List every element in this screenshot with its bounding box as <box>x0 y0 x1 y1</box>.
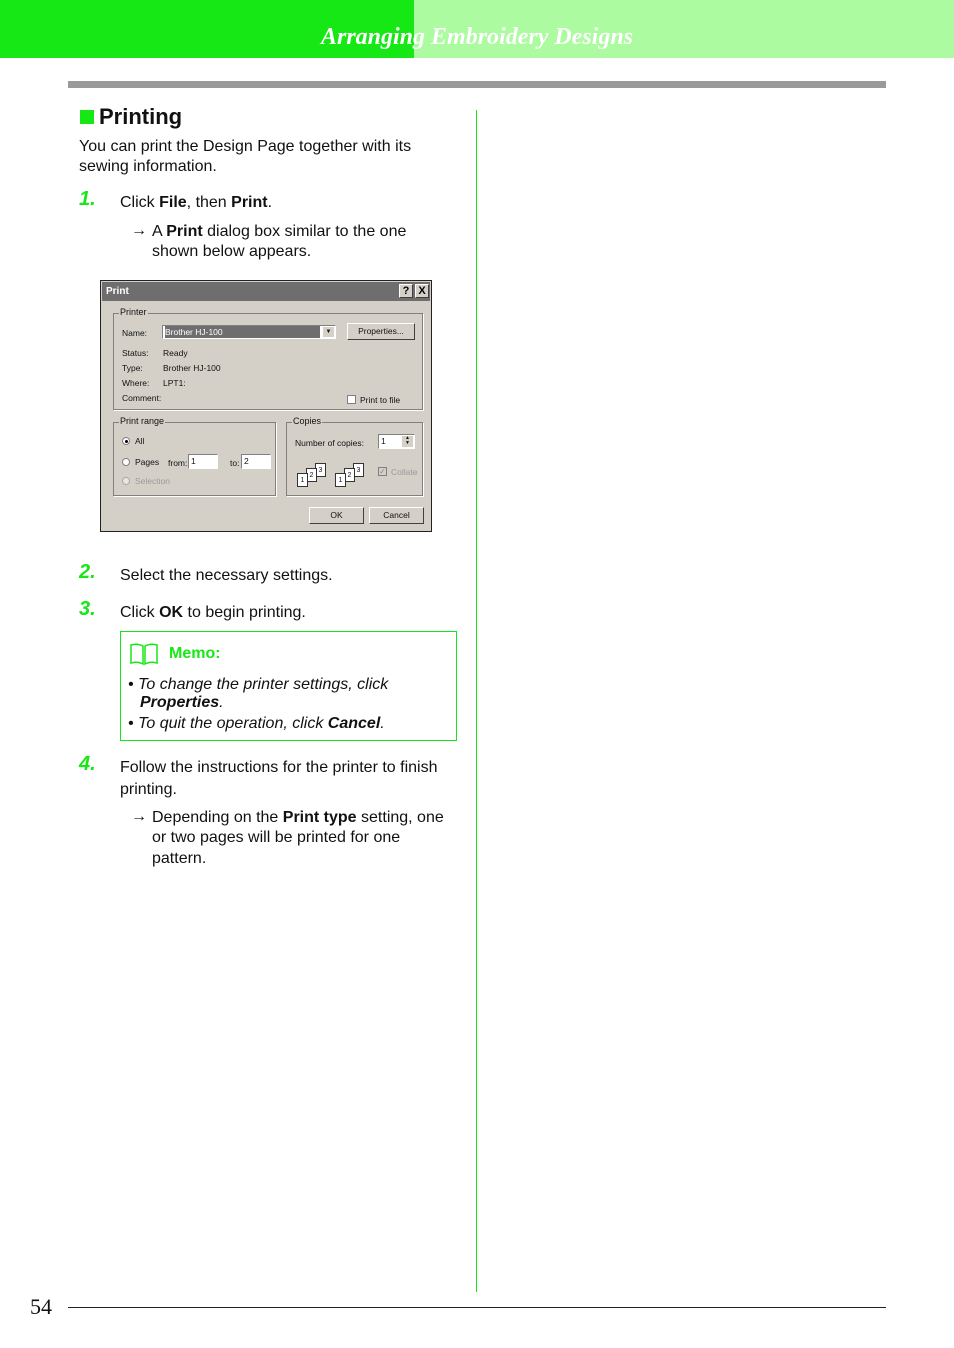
memo-item-1-line-1: • To change the printer settings, click <box>128 676 389 693</box>
step-2-text: Select the necessary settings. <box>120 567 333 584</box>
type-label: Type: <box>122 363 143 373</box>
step-3-text: Click OK to begin printing. <box>120 604 306 621</box>
where-value: LPT1: <box>163 378 186 388</box>
printer-name-dropdown[interactable] <box>162 325 336 339</box>
collate-checkbox[interactable]: ✓ <box>379 467 386 476</box>
chevron-down-icon: ▼ <box>323 327 334 337</box>
copies-input[interactable] <box>378 434 415 449</box>
page-1-icon: 1 <box>297 473 308 487</box>
comment-label: Comment: <box>122 393 162 403</box>
page-3-icon: 3 <box>315 463 326 477</box>
copies-group-label: Copies <box>293 416 322 426</box>
collate-label: Collate <box>391 467 418 477</box>
to-label: to: <box>230 458 240 468</box>
page-header <box>0 0 954 58</box>
dialog-titlebar <box>102 282 430 301</box>
where-label: Where: <box>122 378 150 388</box>
page-3-icon: 3 <box>353 463 364 477</box>
memo-item-1-line-2: Properties. <box>140 694 224 711</box>
result-4-line-1: Depending on the Print type setting, one <box>152 809 444 826</box>
header-title: Arranging Embroidery Designs <box>320 24 634 50</box>
result-1-line-2: shown below appears. <box>152 243 312 260</box>
bottom-rule <box>68 1307 886 1308</box>
print-range-label: Print range <box>120 416 165 426</box>
step-4-line-2: printing. <box>120 781 177 798</box>
status-value: Ready <box>163 348 188 358</box>
memo-box <box>120 631 457 741</box>
cancel-button[interactable]: Cancel <box>369 507 424 524</box>
result-arrow-icon: → <box>131 222 147 239</box>
all-radio[interactable] <box>122 437 130 445</box>
selection-label: Selection <box>135 476 170 486</box>
result-1-line-1: A Print dialog box similar to the one <box>152 223 407 240</box>
ok-button[interactable]: OK <box>309 507 364 524</box>
selection-radio[interactable] <box>122 477 130 485</box>
step-number-1: 1. <box>79 188 96 210</box>
status-label: Status: <box>122 348 149 358</box>
result-4-line-2: or two pages will be printed for one <box>152 829 401 846</box>
memo-item-2: • To quit the operation, click Cancel. <box>128 715 385 732</box>
copies-value: 1 <box>381 436 386 446</box>
pages-radio[interactable] <box>122 458 130 466</box>
print-to-file-label: Print to file <box>360 395 401 405</box>
step-number-3: 3. <box>79 598 96 620</box>
column-divider <box>476 110 477 1292</box>
step-number-2: 2. <box>79 561 96 583</box>
page-2-icon: 2 <box>344 468 355 482</box>
name-label: Name: <box>122 328 148 338</box>
properties-button[interactable]: Properties... <box>347 323 415 340</box>
intro-line-2: sewing information. <box>79 158 217 175</box>
page-1-icon: 1 <box>335 473 346 487</box>
copies-group <box>286 416 423 496</box>
from-label: from: <box>168 458 188 468</box>
section-title: Printing <box>99 104 183 129</box>
intro-line-1: You can print the Design Page together with its <box>79 138 412 155</box>
page-2-icon: 2 <box>306 468 317 482</box>
book-icon <box>129 642 159 666</box>
memo-title: Memo: <box>169 645 221 662</box>
result-4-line-3: pattern. <box>152 850 207 867</box>
step-4-line-1: Follow the instructions for the printer to finish <box>120 759 438 776</box>
all-label: All <box>135 436 145 446</box>
step-number-4: 4. <box>79 753 96 775</box>
type-value: Brother HJ-100 <box>163 363 221 373</box>
printer-group <box>113 307 423 410</box>
copies-label: Number of copies: <box>295 438 364 448</box>
page-number: 54 <box>30 1294 52 1319</box>
top-rule <box>68 81 886 88</box>
help-button[interactable]: ? <box>399 284 413 298</box>
close-button[interactable]: X <box>415 284 429 298</box>
print-to-file-checkbox[interactable] <box>347 395 356 404</box>
print-dialog <box>100 280 432 532</box>
from-input[interactable]: 1 <box>188 454 218 469</box>
pages-label: Pages <box>135 457 160 467</box>
dialog-title: Print <box>106 286 129 297</box>
printer-name-value: Brother HJ-100 <box>165 326 320 338</box>
result-arrow-icon: → <box>131 808 147 825</box>
spinner-icon[interactable]: ▲ ▼ <box>402 436 413 447</box>
print-range-group <box>113 416 276 496</box>
to-input[interactable]: 2 <box>241 454 271 469</box>
section-square-icon <box>80 110 94 124</box>
step-1-text: Click File, then Print. <box>120 194 273 211</box>
printer-group-label: Printer <box>120 307 147 317</box>
